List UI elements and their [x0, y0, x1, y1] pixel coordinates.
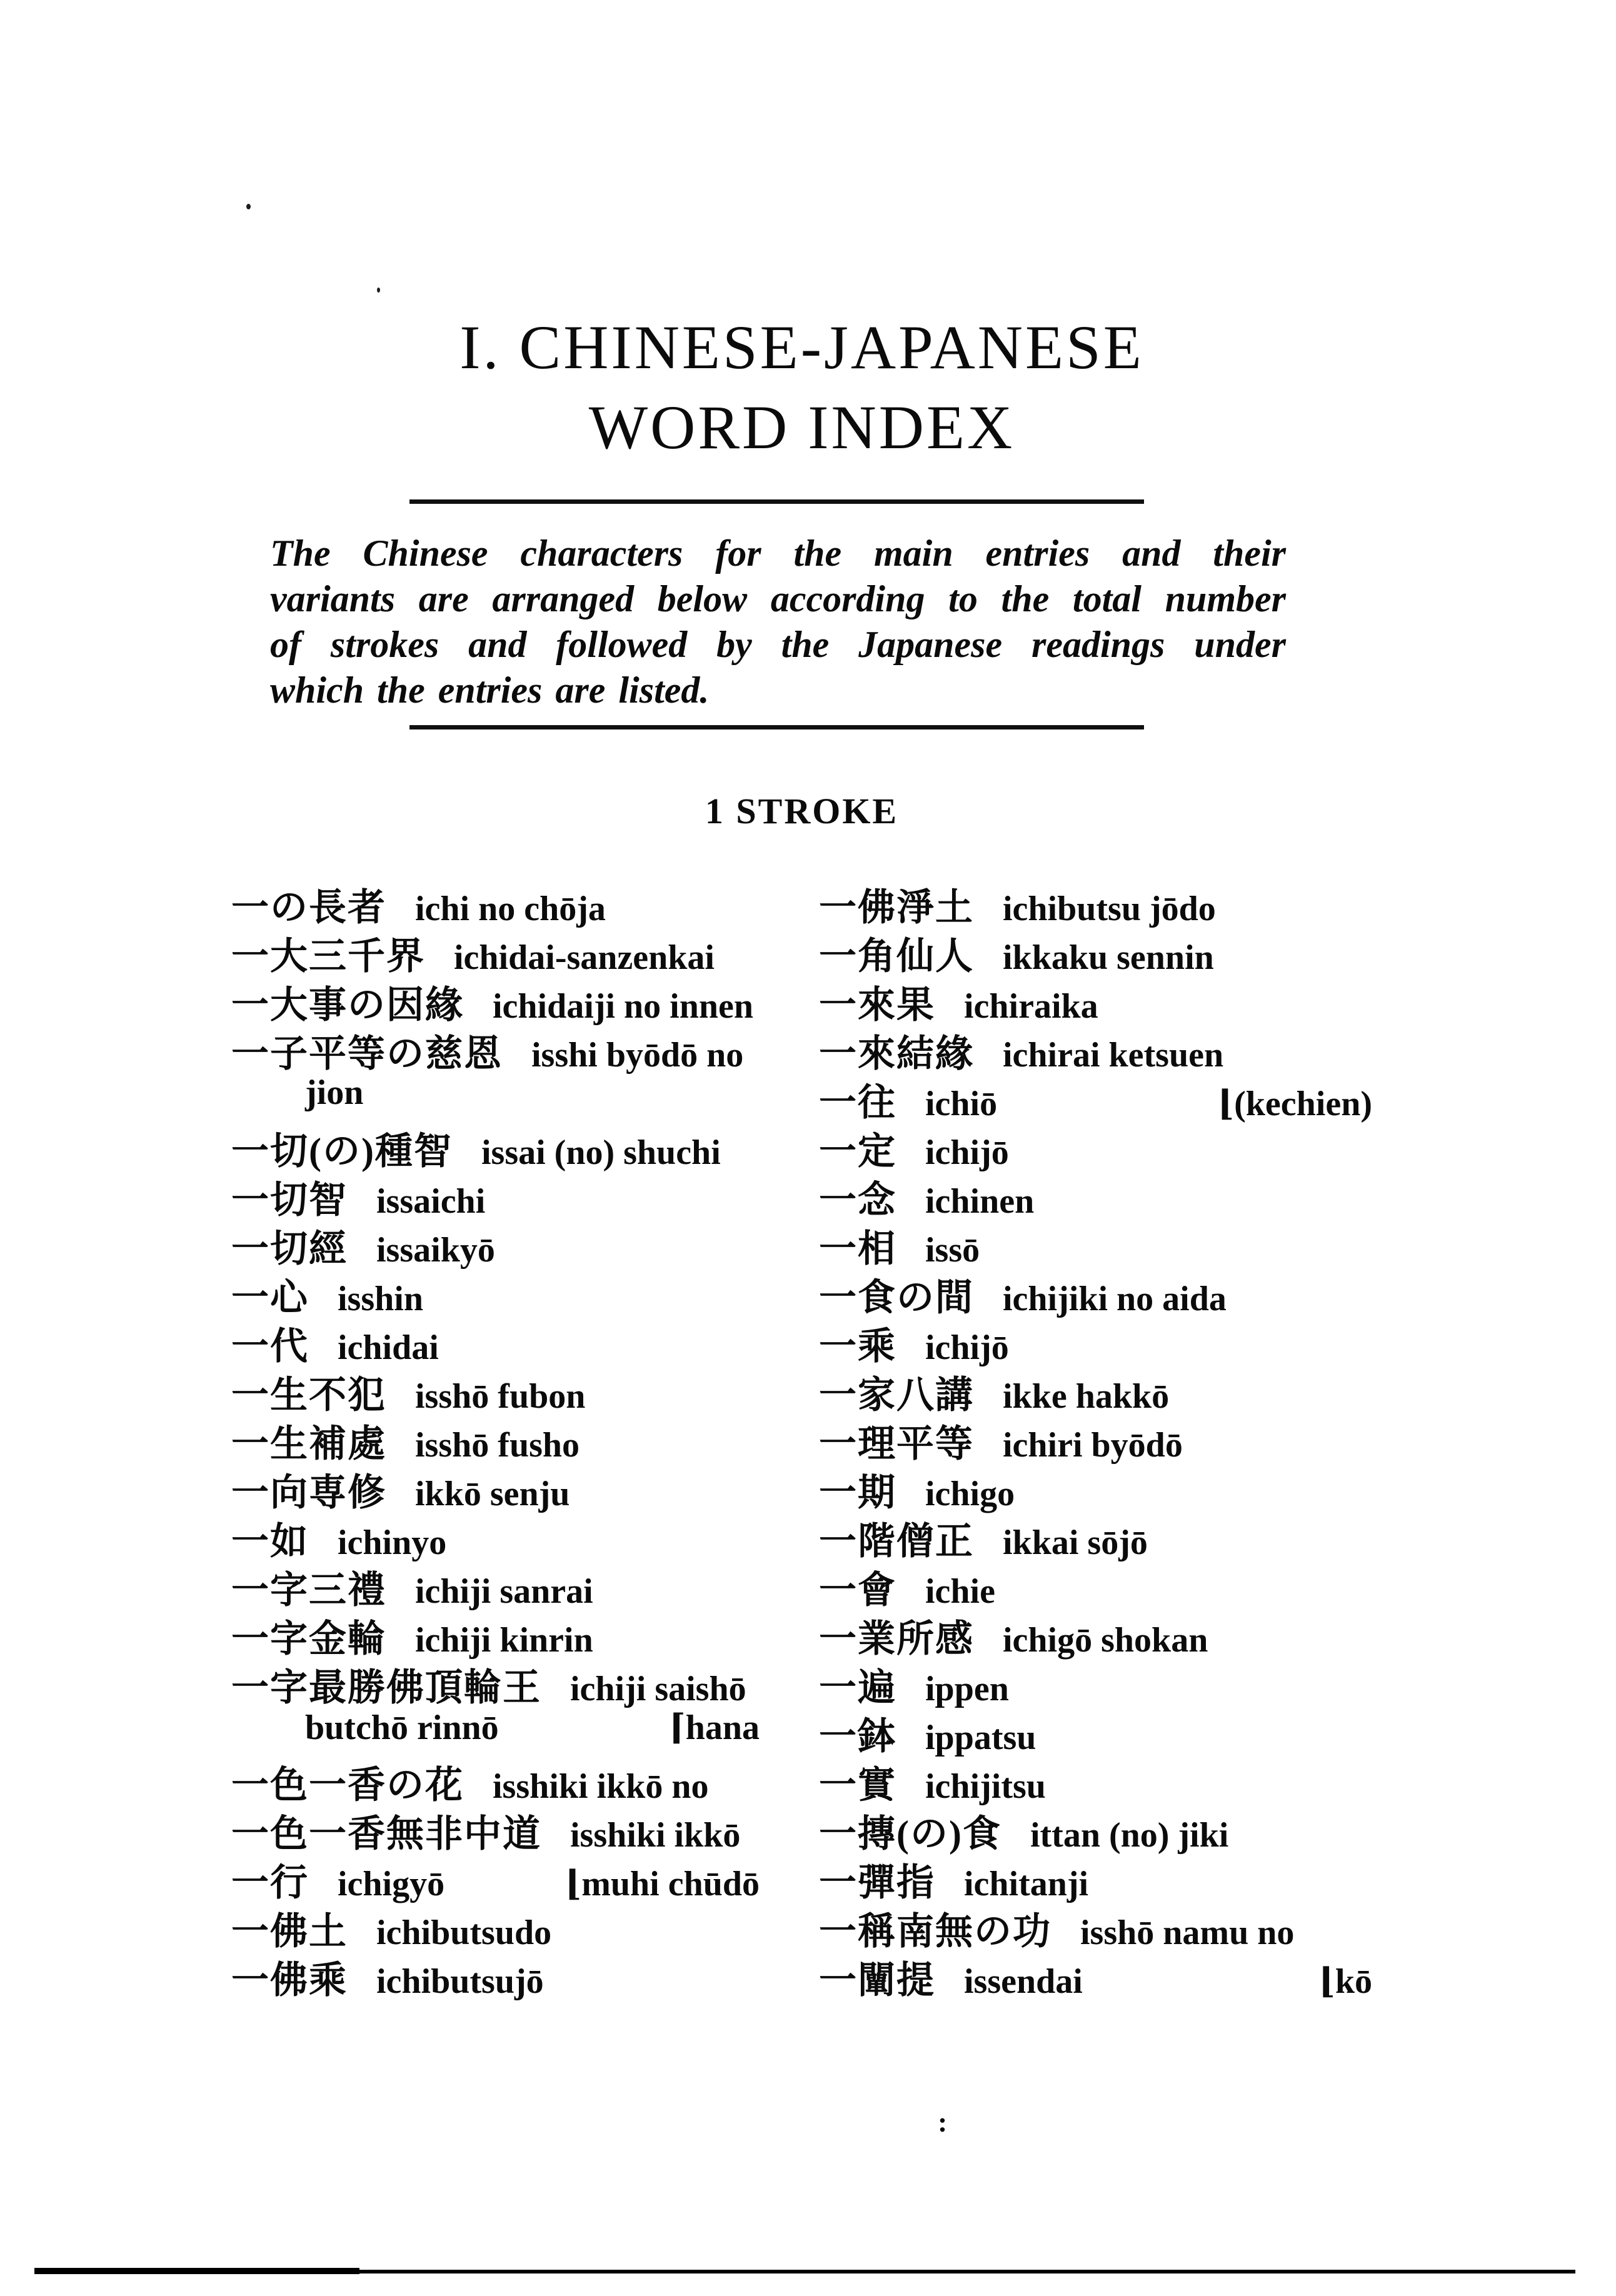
index-entry-row [819, 1804, 1372, 1853]
entry-romaji: ichitanji [964, 1865, 1089, 1903]
entry-romaji: issaikyō [376, 1231, 495, 1270]
colon-mark: : [938, 2106, 948, 2138]
entry-kanji: 一稱南無の功 [819, 1911, 1051, 1952]
entry-kanji: 一字三禮 [231, 1570, 386, 1611]
entry-kanji: 一角仙人 [819, 936, 974, 977]
entry-romaji: ichie [925, 1572, 995, 1611]
entry-catchword: ⌈hana [669, 1708, 760, 1747]
index-entry-row [819, 1707, 1372, 1755]
entry-kanji: 一大事の因緣 [231, 985, 464, 1026]
entry-kanji: 一大三千界 [231, 936, 425, 977]
index-entry-row [819, 1609, 1372, 1658]
index-entry-row [231, 1950, 760, 1999]
entry-kanji: 一期 [819, 1472, 896, 1513]
entry-kanji: 一佛淨土 [819, 887, 974, 928]
entry-kanji: 一向専修 [231, 1472, 386, 1513]
index-entry-row [231, 1121, 760, 1170]
entry-romaji: ichidai [338, 1328, 439, 1367]
left-column [231, 878, 760, 1999]
entry-kanji: 一色一香の花 [231, 1765, 464, 1806]
entry-kanji: 一業所感 [819, 1618, 974, 1660]
index-entry-row [819, 1755, 1372, 1804]
entry-kanji: 一往 [819, 1082, 896, 1123]
index-entry-row [819, 1902, 1372, 1950]
index-entry-row [231, 878, 760, 926]
page-title-line1: I. CHINESE-JAPANESE [459, 313, 1144, 382]
entry-kanji: 一彈指 [819, 1862, 935, 1903]
index-entry-row [819, 975, 1372, 1024]
entry-romaji: issendai [964, 1962, 1083, 2001]
divider-rule-top [409, 499, 1144, 504]
entry-catchword: ⌊kō [1318, 1962, 1372, 2001]
entry-kanji: 一字金輪 [231, 1618, 386, 1660]
index-entry-row [819, 1268, 1372, 1316]
index-entry-row [819, 878, 1372, 926]
entry-romaji: ichiji kinrin [415, 1621, 593, 1660]
index-entry-row [819, 1511, 1372, 1560]
index-entry-row [819, 1024, 1372, 1073]
entry-kanji: 一子平等の慈恩 [231, 1033, 503, 1075]
entry-romaji: isshiki ikkō no [493, 1767, 709, 1806]
index-entry-row [231, 1268, 760, 1316]
entry-kanji: 一生不犯 [231, 1375, 386, 1416]
entry-kanji: 一闡提 [819, 1960, 935, 2001]
index-entry-row [231, 1902, 760, 1950]
intro-line: of strokes and followed by the Japanese readings under [270, 624, 1286, 665]
entry-romaji: isshō namu no [1080, 1913, 1295, 1952]
entry-kanji: 一切智 [231, 1180, 348, 1221]
entry-kanji: 一佛土 [231, 1911, 348, 1952]
entry-romaji: ikkō senju [415, 1475, 570, 1513]
entry-romaji: ichibutsu jōdo [1003, 890, 1216, 928]
entry-romaji: isshō fusho [415, 1426, 580, 1465]
index-entry-row [819, 1316, 1372, 1365]
entry-romaji: issaichi [376, 1182, 486, 1221]
entry-kanji: 一生補處 [231, 1423, 386, 1465]
entry-kanji: 一鉢 [819, 1716, 896, 1757]
entry-romaji: ichigō shokan [1003, 1621, 1208, 1660]
entry-romaji: ikke hakkō [1003, 1377, 1170, 1416]
entry-romaji: ichinen [925, 1182, 1035, 1221]
entry-kanji: 一階僧正 [819, 1521, 974, 1562]
index-entry-row [231, 1609, 760, 1658]
entry-romaji: ichiri byōdō [1003, 1426, 1183, 1465]
entry-kanji: 一家八講 [819, 1375, 974, 1416]
entry-romaji: jion [305, 1073, 364, 1112]
entry-romaji: ikkaku sennin [1003, 938, 1214, 977]
index-entry-row [819, 1853, 1372, 1902]
page-title-line2: WORD INDEX [588, 393, 1015, 462]
index-entry-row [231, 1170, 760, 1219]
entry-romaji: ichidaiji no innen [493, 987, 754, 1026]
index-entry-row [231, 1804, 760, 1853]
entry-kanji: 一の長者 [231, 887, 386, 928]
index-entry-row [231, 926, 760, 975]
entry-kanji: 一定 [819, 1131, 896, 1172]
intro-paragraph [270, 531, 1286, 713]
index-entry-row [819, 1463, 1372, 1511]
entry-romaji: ichiō [925, 1085, 998, 1123]
entry-catchword: ⌊(kechien) [1217, 1085, 1372, 1123]
entry-kanji: 一摶(の)食 [819, 1813, 1001, 1855]
entry-kanji: 一遍 [819, 1667, 896, 1708]
index-entry-row [231, 1073, 760, 1121]
scan-speck [377, 288, 380, 293]
index-entry-row [819, 1950, 1372, 1999]
entry-romaji: ichijō [925, 1328, 1009, 1367]
entry-romaji: ichirai ketsuen [1003, 1036, 1224, 1075]
entry-kanji: 一佛乘 [231, 1960, 348, 2001]
index-entry-row [819, 1560, 1372, 1609]
entry-romaji: ichidai-sanzenkai [454, 938, 715, 977]
intro-line: which the entries are listed. [270, 669, 710, 711]
divider-rule-bottom [409, 725, 1144, 729]
page-title [231, 308, 1372, 468]
index-entry-row [231, 1024, 760, 1073]
entry-romaji: ichigyō [338, 1865, 445, 1903]
entry-romaji: ippatsu [925, 1718, 1036, 1757]
entry-romaji: ichiraika [964, 987, 1098, 1026]
entry-kanji: 一相 [819, 1228, 896, 1270]
index-entry-row [231, 1511, 760, 1560]
index-entry-row [231, 1414, 760, 1463]
entry-catchword: ⌊muhi chūdō [565, 1865, 760, 1903]
entry-romaji: ichibutsujō [376, 1962, 544, 2001]
entry-romaji: ichijō [925, 1133, 1009, 1172]
entry-romaji: isshō fubon [415, 1377, 586, 1416]
entry-romaji: ichigo [925, 1475, 1015, 1513]
entry-kanji: 一實 [819, 1765, 896, 1806]
entry-romaji: ichiji sanrai [415, 1572, 593, 1611]
index-entry-row [819, 1658, 1372, 1707]
entry-kanji: 一色一香無非中道 [231, 1813, 541, 1855]
entry-kanji: 一食の間 [819, 1277, 974, 1318]
intro-line: variants are arranged below according to the total number [270, 578, 1286, 619]
scan-speck [246, 204, 251, 209]
index-entry-row [819, 1414, 1372, 1463]
index-entry-row [231, 1707, 760, 1755]
entry-romaji: issō [925, 1231, 980, 1270]
entry-kanji: 一切(の)種智 [231, 1131, 453, 1172]
entry-kanji: 一心 [231, 1277, 309, 1318]
entry-romaji: issai (no) shuchi [481, 1133, 721, 1172]
intro-line: The Chinese characters for the main entries and their [270, 533, 1286, 574]
entry-romaji: isshi byōdō no [531, 1036, 744, 1075]
entry-kanji: 一行 [231, 1862, 309, 1903]
index-entry-row [819, 926, 1372, 975]
index-entry-row [819, 1121, 1372, 1170]
entry-romaji: ichijitsu [925, 1767, 1046, 1806]
index-entry-row [231, 1316, 760, 1365]
entry-kanji: 一來結緣 [819, 1033, 974, 1075]
index-entry-row [231, 1219, 760, 1268]
scan-edge-line-thick [34, 2268, 359, 2274]
index-entry-row [231, 1560, 760, 1609]
index-entry-row [231, 1658, 760, 1707]
index-entry-row [231, 1365, 760, 1414]
entry-romaji: isshin [338, 1280, 423, 1318]
right-column [819, 878, 1372, 1999]
index-entry-row [819, 1365, 1372, 1414]
entry-romaji: ichinyo [338, 1523, 447, 1562]
entry-romaji: butchō rinnō [305, 1708, 499, 1747]
entry-kanji: 一如 [231, 1521, 309, 1562]
entry-kanji: 一代 [231, 1326, 309, 1367]
entry-kanji: 一乘 [819, 1326, 896, 1367]
entry-romaji: ichiji saishō [570, 1670, 746, 1708]
entry-romaji: ippen [925, 1670, 1009, 1708]
index-entry-row [231, 1463, 760, 1511]
entry-kanji: 一字最勝佛頂輪王 [231, 1667, 541, 1708]
entry-romaji: ikkai sōjō [1003, 1523, 1148, 1562]
entry-romaji: isshiki ikkō [570, 1816, 741, 1855]
entry-kanji: 一理平等 [819, 1423, 974, 1465]
entry-romaji: ichibutsudo [376, 1913, 552, 1952]
entry-kanji: 一念 [819, 1180, 896, 1221]
section-heading: 1 STROKE [705, 791, 899, 831]
index-entry-row [231, 975, 760, 1024]
entry-romaji: ittan (no) jiki [1030, 1816, 1229, 1855]
entry-kanji: 一會 [819, 1570, 896, 1611]
index-entry-row [231, 1853, 760, 1902]
index-entry-row [819, 1073, 1372, 1121]
entry-romaji: ichi no chōja [415, 890, 606, 928]
index-entry-row [231, 1755, 760, 1804]
entry-kanji: 一切經 [231, 1228, 348, 1270]
index-entry-row [819, 1219, 1372, 1268]
index-columns [231, 878, 1372, 2028]
entry-kanji: 一來果 [819, 985, 935, 1026]
entry-romaji: ichijiki no aida [1003, 1280, 1227, 1318]
index-entry-row [819, 1170, 1372, 1219]
